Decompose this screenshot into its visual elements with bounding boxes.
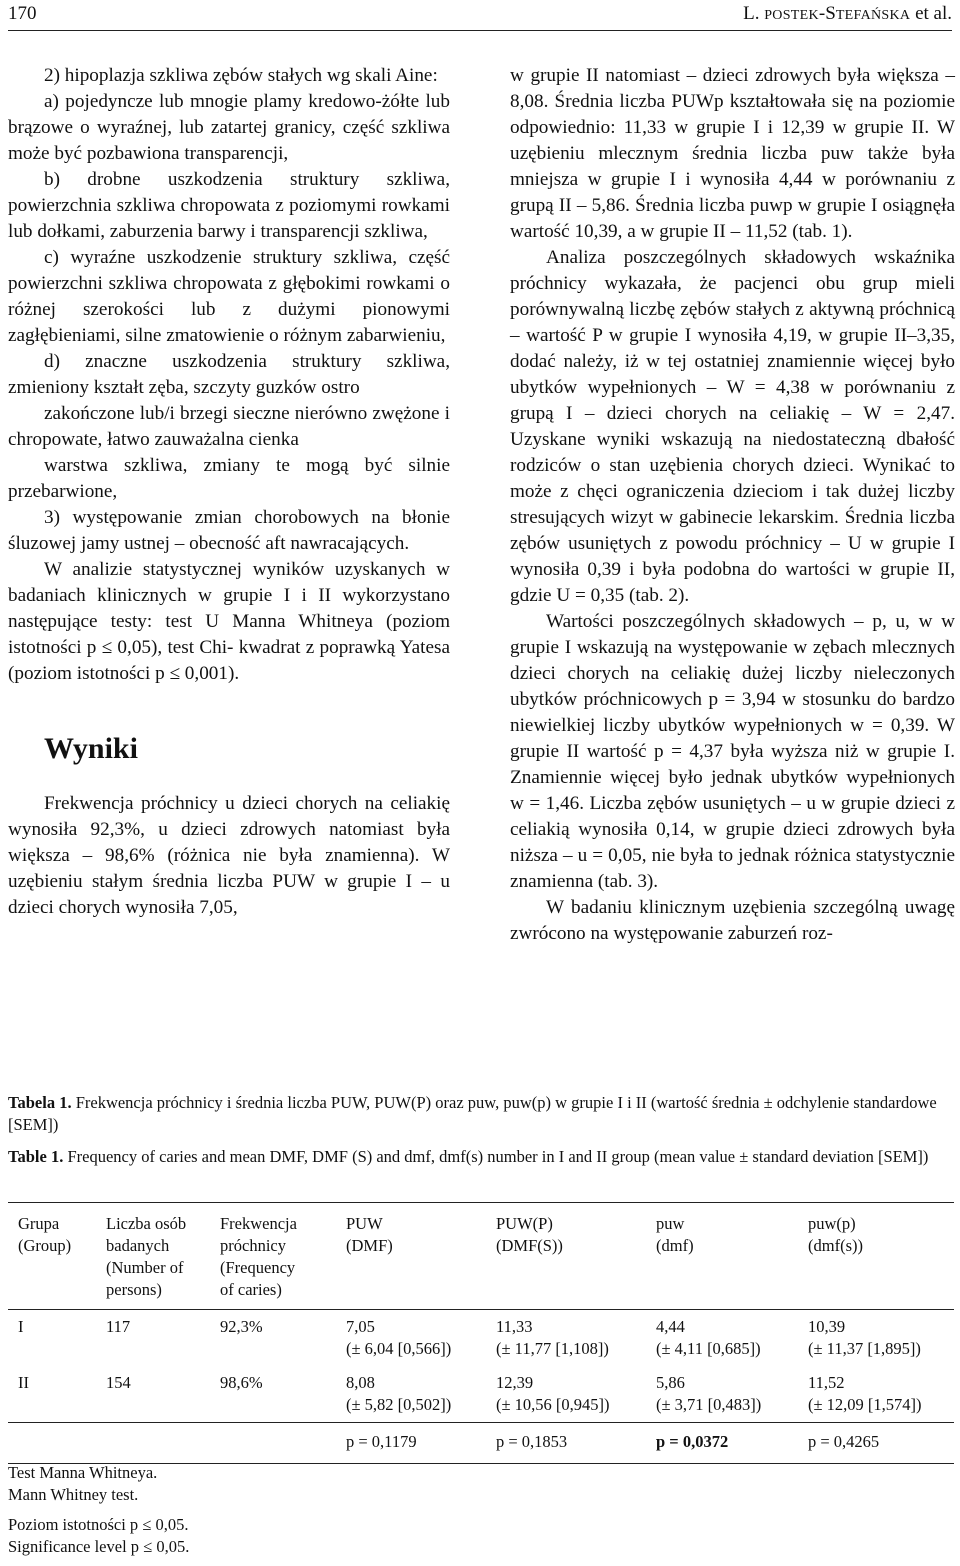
header-puwp-lower: puw(p) (dmf(s)) — [798, 1203, 954, 1310]
note-test: Test Manna Whitneya. Mann Whitney test. — [8, 1463, 158, 1504]
table-notes — [8, 1462, 189, 1566]
caption-text: Frequency of caries and mean DMF, DMF (S) and dmf, dmf(s) number in I and II group (mean value ± standard deviation [SEM]) — [63, 1147, 929, 1166]
cell-puwp-lower: 10,39 (± 11,37 [1,895]) — [808, 1317, 921, 1358]
running-title — [743, 3, 952, 25]
pvalue-puw: p = 0,1179 — [336, 1423, 486, 1464]
running-title-prefix: L. — [743, 3, 765, 24]
pvalue-puwp-upper: p = 0,1853 — [486, 1423, 646, 1464]
section-heading: Wyniki — [44, 732, 138, 765]
paragraph: 3) występowanie zmian chorobowych na błonie śluzowej jamy ustnej – obecność aft nawracających. — [8, 507, 450, 554]
caption-text: Frekwencja próchnicy i średnia liczba PUW, PUW(P) oraz puw, puw(p) w grupie I i II (wartość średnia ± odchylenie standardowe [SEM]) — [8, 1093, 937, 1134]
header-puw-lower: puw (dmf) — [646, 1203, 798, 1310]
caption-label: Table 1. — [8, 1147, 64, 1166]
running-title-suffix: et al. — [910, 3, 952, 24]
page-number: 170 — [8, 3, 37, 24]
cell-count: 117 — [106, 1317, 131, 1336]
table-row — [8, 1366, 954, 1423]
header-frequency: Frekwencja próchnicy (Frequency of caries) — [210, 1203, 336, 1310]
right-column — [510, 63, 955, 947]
cell-puw: 8,08 (± 5,82 [0,502]) — [346, 1373, 452, 1414]
header-count: Liczba osób badanych (Number of persons) — [96, 1203, 210, 1310]
paragraph: Frekwencja próchnicy u dzieci chorych na celiakię wynosiła 92,3%, u dzieci zdrowych natomiast była większa – 98,6% (różnica nie była znamienna). W uzębieniu stałym średnia liczba PUW w grupie I – u dzieci chorych wynosiła 7,05, — [8, 793, 450, 918]
left-column — [8, 63, 450, 921]
paragraph: Wartości poszczególnych składowych – p, u, w w grupie I wskazują na występowanie w zębach mlecznych dzieci chorych na celiakię dużej liczby nieleczonych ubytków próchnicowych p = 3,94 w stosunku do bardzo niewielkiej liczby ubytków wypełnionych w = 0,39. W grupie II wartość p = 4,37 była wyższa niż w grupie I. Znamiennie więcej było jednak ubytków wypełnionych w = 1,46. Liczba zębów usuniętych – u w grupie dzieci z celiakią wynosiła 0,14, w grupie dzieci zdrowych była niższa – u = 0,05, nie była to jednak różnica statystycznie znamienna (tab. 3). — [510, 611, 955, 892]
paragraph: zakończone lub/i brzegi sieczne nierówno zwężone i chropowate, łatwo zauważalna cienka — [8, 403, 450, 450]
header-group: Grupa (Group) — [8, 1203, 96, 1310]
paragraph: a) pojedyncze lub mnogie plamy kredowo-żółte lub brązowe o wyraźnej, lub zatartej granicy, część szkliwa może być pozbawiona transparencji, — [8, 91, 450, 164]
caption-label: Tabela 1. — [8, 1093, 72, 1112]
caption-english — [8, 1146, 948, 1168]
page-header — [8, 0, 952, 31]
paragraph: w grupie II natomiast – dzieci zdrowych była większa – 8,08. Średnia liczba PUWp kształtowała się na poziomie odpowiednio: 11,33 w grupie I i 12,39 w grupie II. W uzębieniu mlecznym średnia liczba puw także była mniejsza w grupie I i wynosiła 4,44 w porównaniu z grupą II – 5,86. Średnia liczba puwp w grupie I osiągnęła wartość 10,39, a w grupie II – 11,52 (tab. 1). — [510, 65, 955, 242]
cell-group: I — [18, 1317, 24, 1336]
cell-group: II — [18, 1373, 29, 1392]
results-table — [8, 1202, 954, 1464]
cell-puw-lower: 4,44 (± 4,11 [0,685]) — [656, 1317, 761, 1358]
paragraph: c) wyraźne uszkodzenie struktury szkliwa, część powierzchni szkliwa chropowata z głębokimi rowkami o różnej szerokości lub z dużymi pionowymi zagłębieniami, silne zmatowienie o różnym zabarwieniu, — [8, 247, 450, 346]
paragraph: b) drobne uszkodzenia struktury szkliwa, powierzchnia szkliwa chropowata z poziomymi rowkami lub dołkami, zaburzenia barwy i transparencji szkliwa, — [8, 169, 450, 242]
cell-puw-lower: 5,86 (± 3,71 [0,483]) — [656, 1373, 762, 1414]
paragraph: W badaniu klinicznym uzębienia szczególną uwagę zwrócono na występowanie zaburzeń roz- — [510, 897, 955, 944]
running-title-sc1: POSTEK — [764, 8, 819, 23]
pvalue-puwp-lower: p = 0,4265 — [798, 1423, 954, 1464]
header-puw: PUW (DMF) — [336, 1203, 486, 1310]
paragraph: 2) hipoplazja szkliwa zębów stałych wg skali Aine: — [44, 65, 438, 86]
note-significance: Poziom istotności p ≤ 0,05. Significance level p ≤ 0,05. — [8, 1515, 190, 1556]
running-title-mid: -S — [818, 3, 836, 24]
table-pvalue-row — [8, 1423, 954, 1464]
table-header-row — [8, 1203, 954, 1310]
header-puwp-upper: PUW(P) (DMF(S)) — [486, 1203, 646, 1310]
table-captions — [8, 1092, 948, 1178]
paragraph: Analiza poszczególnych składowych wskaźnika próchnicy wykazała, że pacjenci obu grup mieli porównywalną liczbę zębów stałych z aktywną próchnicą – wartość P w grupie I wynosiła 4,19, w grupie II–3,35, dodać należy, iż w tej ostatniej znamiennie więcej było ubytków wypełnionych – W = 4,38 w porównaniu z grupą I – dzieci chorych na celiakię – W = 2,47. Uzyskane wyniki wskazują na niedostateczną dbałość rodziców o stan uzębienia chorych dzieci. Wynikać to może z chęci ograniczenia dzieciom i tak dużej liczby stresujących wizyt w gabinecie lekarskim. Średnia liczba zębów usuniętych z powodu próchnicy – U w grupie I wynosiła 0,39 i była podobna do wartości w grupie II, gdzie U = 0,35 (tab. 2). — [510, 247, 955, 606]
pvalue-puw-lower: p = 0,0372 — [646, 1423, 798, 1464]
paragraph: warstwa szkliwa, zmiany te mogą być silnie przebarwione, — [8, 455, 450, 502]
cell-puwp-upper: 11,33 (± 11,77 [1,108]) — [496, 1317, 609, 1358]
paragraph: d) znaczne uszkodzenia struktury szkliwa, zmieniony kształt zęba, szczyty guzków ostro — [8, 351, 450, 398]
caption-polish — [8, 1092, 948, 1136]
cell-puwp-lower: 11,52 (± 12,09 [1,574]) — [808, 1373, 922, 1414]
paragraph: W analizie statystycznej wyników uzyskanych w badaniach klinicznych w grupie I i II wykorzystano następujące testy: test U Manna Whitneya (poziom istotności p ≤ 0,05), test Chi- kwadrat z poprawką Yatesa (poziom istotności p ≤ 0,001). — [8, 559, 450, 684]
cell-count: 154 — [106, 1373, 131, 1392]
running-title-sc2: TEFAŃSKA — [835, 8, 911, 23]
cell-puwp-upper: 12,39 (± 10,56 [0,945]) — [496, 1373, 610, 1414]
cell-puw: 7,05 (± 6,04 [0,566]) — [346, 1317, 452, 1358]
cell-frequency: 98,6% — [220, 1373, 263, 1392]
cell-frequency: 92,3% — [220, 1317, 263, 1336]
table-row — [8, 1310, 954, 1367]
